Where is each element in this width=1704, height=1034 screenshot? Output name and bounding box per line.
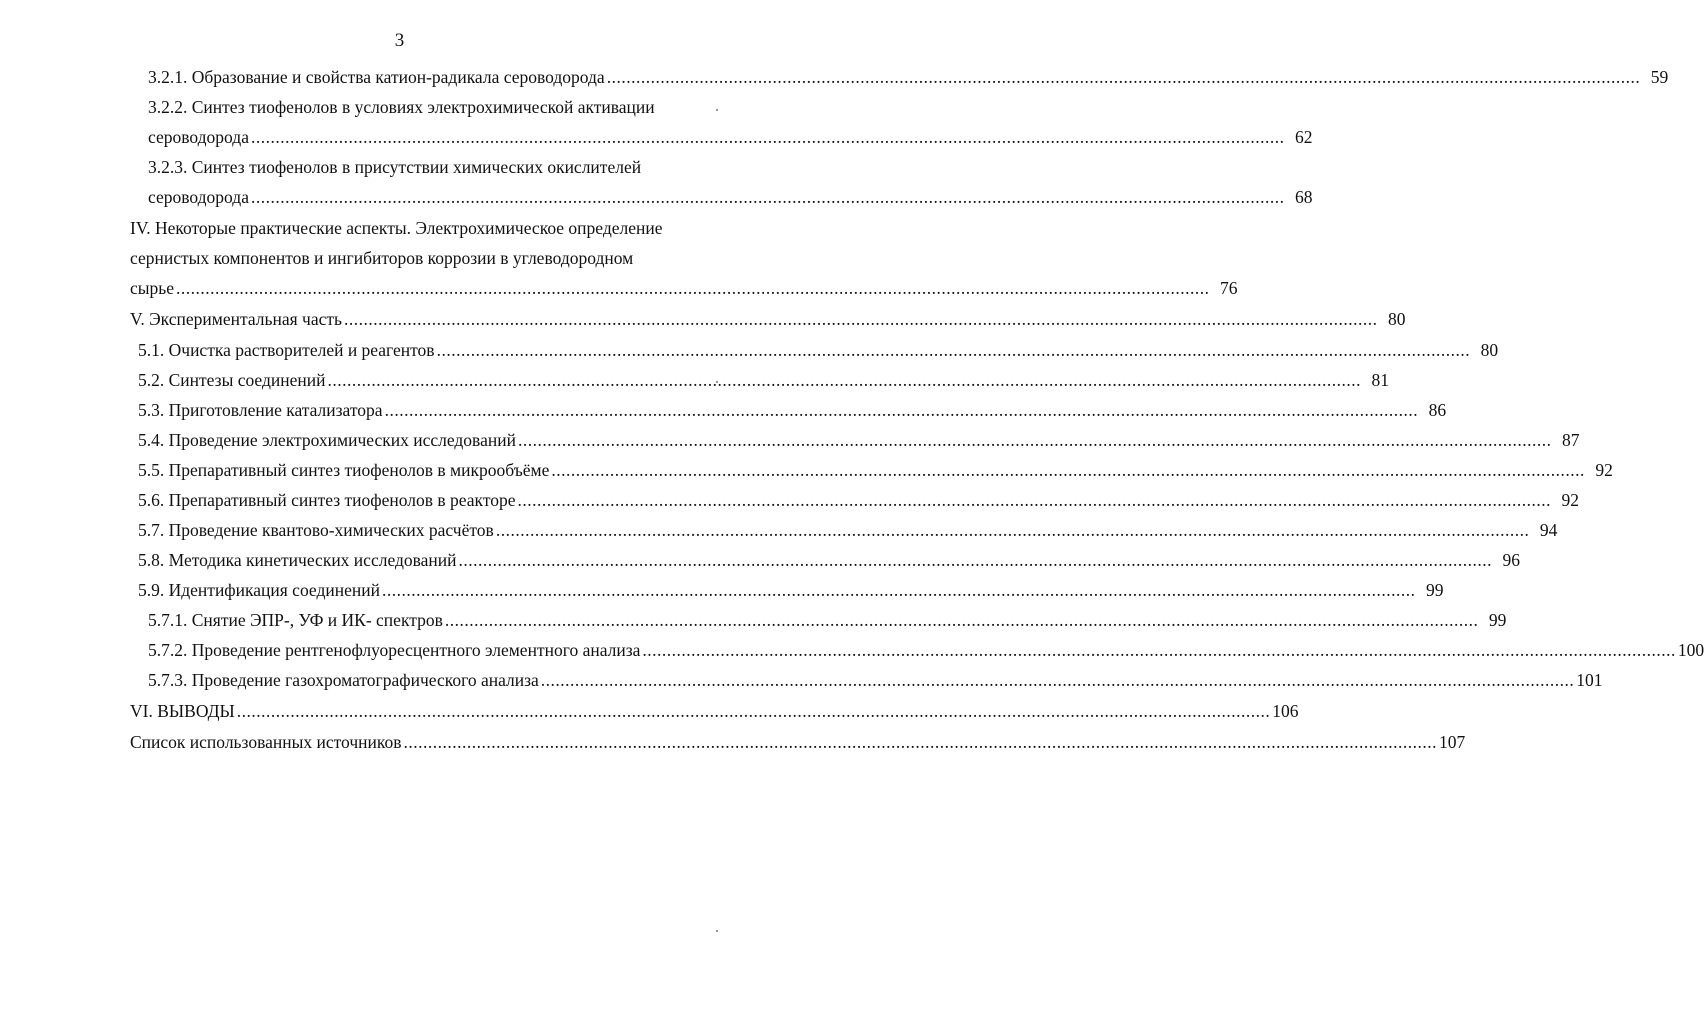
toc-entry-5-7[interactable] bbox=[138, 517, 1558, 543]
toc-entry-title: сырье bbox=[130, 278, 175, 298]
dot-leader bbox=[541, 667, 1575, 693]
dot-leader bbox=[382, 577, 1416, 603]
toc-entry-title: 5.5. Препаративный синтез тиофенолов в микрообъёме bbox=[138, 460, 550, 480]
toc-entry-title: 5.4. Проведение электрохимических исследований bbox=[138, 430, 516, 450]
toc-entry-references[interactable] bbox=[130, 729, 1466, 755]
toc-entry-page: 100 bbox=[1677, 640, 1704, 660]
toc-entry-title: сероводорода bbox=[148, 187, 249, 207]
toc-entry-3-2-2[interactable] bbox=[148, 124, 1313, 150]
toc-entry-title: 5.7.2. Проведение рентгенофлуоресцентного элементного анализа bbox=[148, 640, 641, 660]
toc-entry-5-9[interactable] bbox=[138, 577, 1444, 603]
toc-entry-page: 76 bbox=[1220, 278, 1238, 298]
dot-leader bbox=[344, 306, 1378, 332]
toc-entry-page: 80 bbox=[1388, 309, 1406, 329]
toc-entry-title: 5.8. Методика кинетических исследований bbox=[138, 550, 457, 570]
page-number: 3 bbox=[394, 30, 405, 51]
toc-entry-iv[interactable] bbox=[130, 275, 1238, 301]
toc-entry-title: V. Экспериментальная часть bbox=[130, 309, 342, 329]
dot-leader bbox=[237, 698, 1271, 724]
toc-entry-5-4[interactable] bbox=[138, 427, 1580, 453]
toc-entry-5-7-1[interactable] bbox=[148, 607, 1507, 633]
dot-leader bbox=[445, 607, 1479, 633]
toc-entry-title: 5.3. Приготовление катализатора bbox=[138, 400, 383, 420]
toc-entry-page: 107 bbox=[1439, 732, 1466, 752]
toc-entry-5-7-3[interactable] bbox=[148, 667, 1603, 693]
toc-entry-5-2[interactable] bbox=[138, 367, 1389, 393]
dot-leader bbox=[518, 487, 1552, 513]
toc-entry-title: 5.1. Очистка растворителей и реагентов bbox=[138, 340, 435, 360]
toc-entry-5-3[interactable] bbox=[138, 397, 1447, 423]
toc-entry-title: 5.6. Препаративный синтез тиофенолов в реакторе bbox=[138, 490, 516, 510]
dot-leader bbox=[385, 397, 1419, 423]
toc-entry-3-2-2-line1[interactable]: 3.2.2. Синтез тиофенолов в условиях электрохимической активации bbox=[148, 97, 655, 117]
dot-leader bbox=[437, 337, 1471, 363]
toc-entry-page: 87 bbox=[1561, 430, 1580, 450]
toc-entry-3-2-1[interactable] bbox=[148, 64, 1669, 90]
dot-leader bbox=[607, 64, 1641, 90]
toc-entry-page: 81 bbox=[1371, 370, 1389, 390]
dot-leader bbox=[404, 729, 1438, 755]
toc-entry-page: 96 bbox=[1502, 550, 1521, 570]
toc-entry-title: 5.7.1. Снятие ЭПР-, УФ и ИК- спектров bbox=[148, 610, 443, 630]
scan-speck bbox=[716, 381, 718, 383]
dot-leader bbox=[551, 457, 1585, 483]
toc-entry-page: 101 bbox=[1576, 670, 1603, 690]
toc-entry-title: сероводорода bbox=[148, 127, 249, 147]
toc-entry-page: 68 bbox=[1294, 187, 1313, 207]
toc-entry-title: 5.7.3. Проведение газохроматографического анализа bbox=[148, 670, 539, 690]
dot-leader bbox=[642, 637, 1676, 663]
toc-entry-5-6[interactable] bbox=[138, 487, 1579, 513]
toc-entry-page: 106 bbox=[1272, 701, 1299, 721]
toc-entry-5-5[interactable] bbox=[138, 457, 1613, 483]
toc-entry-title: 3.2.1. Образование и свойства катион-радикала сероводорода bbox=[148, 67, 605, 87]
toc-entry-iv-line1[interactable]: IV. Некоторые практические аспекты. Электрохимическое определение bbox=[130, 218, 663, 238]
toc-entry-5-8[interactable] bbox=[138, 547, 1521, 573]
toc-entry-title: Список использованных источников bbox=[130, 732, 402, 752]
toc-entry-page: 86 bbox=[1428, 400, 1447, 420]
toc-entry-title: 5.7. Проведение квантово-химических расчётов bbox=[138, 520, 494, 540]
toc-entry-3-2-3-line1[interactable]: 3.2.3. Синтез тиофенолов в присутствии химических окислителей bbox=[148, 157, 642, 177]
toc-entry-page: 80 bbox=[1480, 340, 1499, 360]
toc-entry-vi[interactable] bbox=[130, 698, 1299, 724]
dot-leader bbox=[518, 427, 1552, 453]
dot-leader bbox=[327, 367, 1361, 393]
scan-speck bbox=[716, 930, 718, 932]
dot-leader bbox=[496, 517, 1530, 543]
toc-entry-page: 99 bbox=[1488, 610, 1507, 630]
toc-entry-title: 5.2. Синтезы соединений bbox=[138, 370, 326, 390]
toc-entry-page: 99 bbox=[1425, 580, 1444, 600]
dot-leader bbox=[459, 547, 1493, 573]
toc-entry-page: 62 bbox=[1294, 127, 1313, 147]
toc-entry-page: 59 bbox=[1650, 67, 1669, 87]
toc-entry-page: 92 bbox=[1561, 490, 1579, 510]
toc-entry-title: VI. ВЫВОДЫ bbox=[130, 701, 235, 721]
scan-speck bbox=[716, 109, 718, 111]
toc-entry-5-1[interactable] bbox=[138, 337, 1499, 363]
dot-leader bbox=[251, 184, 1285, 210]
toc-entry-page: 94 bbox=[1539, 520, 1558, 540]
dot-leader bbox=[251, 124, 1285, 150]
toc-entry-5-7-2[interactable] bbox=[148, 637, 1704, 663]
toc-entry-3-2-3[interactable] bbox=[148, 184, 1313, 210]
dot-leader bbox=[176, 275, 1210, 301]
toc-entry-iv-line2[interactable]: сернистых компонентов и ингибиторов коррозии в углеводородном bbox=[130, 248, 634, 268]
toc-entry-v[interactable] bbox=[130, 306, 1406, 332]
toc-entry-page: 92 bbox=[1595, 460, 1613, 480]
toc-entry-title: 5.9. Идентификация соединений bbox=[138, 580, 380, 600]
